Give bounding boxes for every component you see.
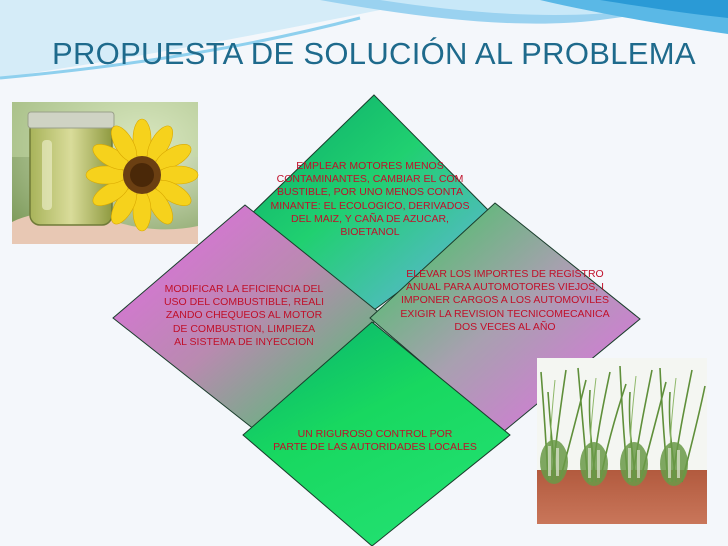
diamond-bottom-text: UN RIGUROSO CONTROL POR PARTE DE LAS AUTORIDADES LOCALES <box>273 428 477 454</box>
slide-title: PROPUESTA DE SOLUCIÓN AL PROBLEMA <box>52 36 696 71</box>
sunflower-jar-photo <box>12 102 198 244</box>
diamond-top-text: EMPLEAR MOTORES MENOS CONTAMINANTES, CAMBIAR EL COM BUSTIBLE, POR UNO MENOS CONTA MINANTE: EL ECOLOGICO, DERIVADOS DEL MAIZ, Y CAÑA DE AZUCAR, BIOETANOL <box>270 160 470 239</box>
diamond-left-text: MODIFICAR LA EFICIENCIA DEL USO DEL COMBUSTIBLE, REALI ZANDO CHEQUEOS AL MOTOR DE COMBUSTION, LIMPIEZA AL SISTEMA DE INYECCION <box>163 283 325 348</box>
grass-field-photo <box>537 358 707 524</box>
diamond-right-text: ELEVAR LOS IMPORTES DE REGISTRO ANUAL PARA AUTOMOTORES VIEJOS, I IMPONER CARGOS A LOS AUTOMOVILES EXIGIR LA REVISION TECNICOMECANICA DOS VECES AL AÑO <box>400 268 610 333</box>
